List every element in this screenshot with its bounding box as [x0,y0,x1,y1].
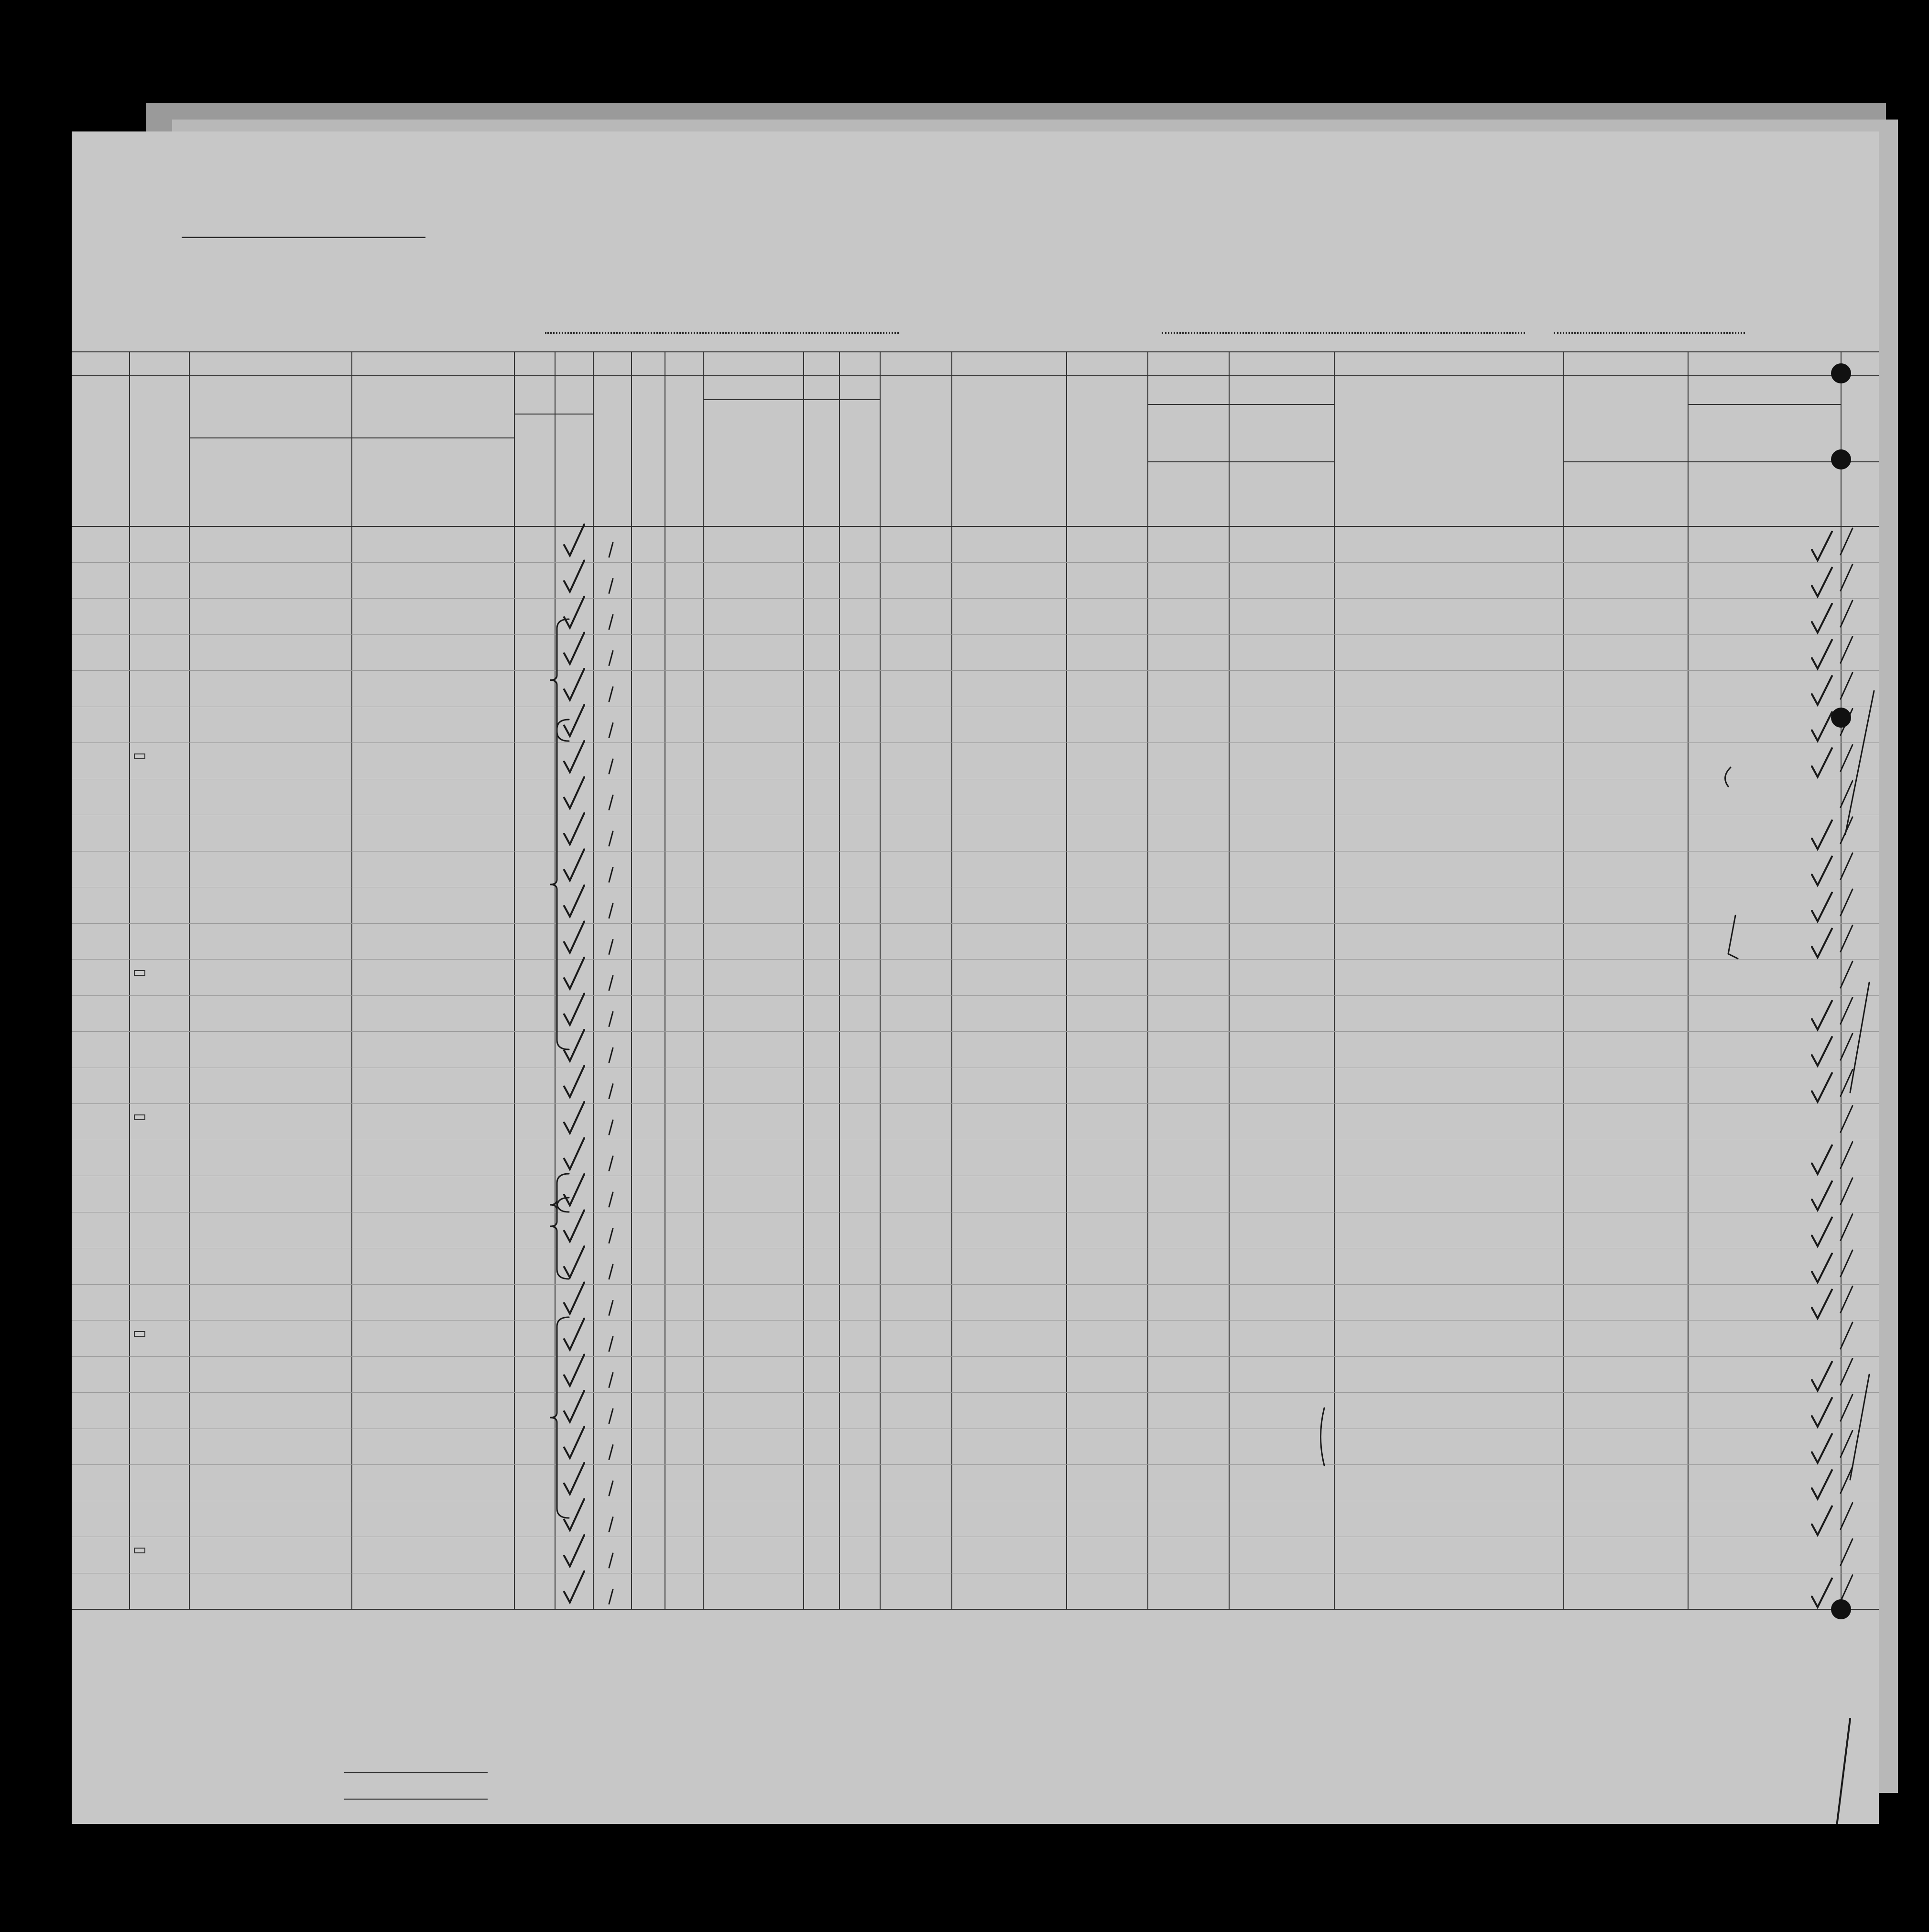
check-mark [1812,604,1832,633]
column-divider [555,351,556,1609]
column-divider [951,351,952,1609]
row-divider [72,634,1879,635]
check-mark [1841,1503,1853,1529]
check-mark [1841,1250,1853,1277]
table-top-border [72,351,1879,352]
list-underline [182,237,425,238]
check-mark [609,1590,613,1604]
check-mark [1841,1539,1853,1565]
column-divider [1066,351,1067,1609]
check-mark [609,723,613,738]
subheader-divider [514,414,593,415]
check-mark [609,976,613,990]
row-divider [72,1103,1879,1104]
subheader-divider [1147,461,1334,462]
check-mark [564,885,584,917]
handwritten-marks [72,131,1879,1824]
check-mark [609,1120,613,1135]
check-mark [1812,532,1832,560]
subheader-divider [703,399,880,400]
check-mark [1841,1395,1853,1421]
check-mark [609,1337,613,1351]
check-mark [609,1157,613,1171]
check-mark [609,759,613,774]
port-underline [1162,332,1525,334]
check-mark [1812,748,1832,777]
check-mark [609,868,613,882]
column-divider [1688,351,1689,1609]
check-mark [609,831,613,846]
check-mark [609,651,613,666]
check-mark [550,1174,569,1279]
check-mark [1812,820,1832,849]
check-mark [1812,1434,1832,1463]
check-mark [1841,1142,1853,1168]
check-mark [1841,1322,1853,1349]
column-divider [1334,351,1335,1609]
check-mark [609,1229,613,1243]
head-tax-stamp-citizen [134,970,145,976]
check-mark [564,777,584,808]
binder-hole [1831,1599,1851,1619]
check-mark [564,813,584,844]
check-mark [1812,1290,1832,1319]
check-mark [1841,1034,1853,1060]
row-divider [72,923,1879,924]
check-mark [550,1198,569,1212]
column-divider [803,351,804,1609]
check-mark [609,1481,613,1495]
head-tax-stamp-citizen [134,1114,145,1120]
row-divider [72,1031,1879,1032]
check-mark [1841,961,1853,988]
check-mark [609,1373,613,1387]
column-divider [351,351,352,1609]
check-mark [1812,1146,1832,1174]
check-mark [1841,1178,1853,1204]
column-divider [880,351,881,1609]
column-divider [1229,351,1230,1609]
check-mark [564,561,584,592]
check-mark [564,705,584,736]
check-mark [564,1391,584,1422]
head-tax-stamp-citizen [134,753,145,759]
check-mark [1812,1470,1832,1499]
check-mark [1841,1359,1853,1385]
check-mark [609,1192,613,1207]
check-mark [609,904,613,918]
check-mark [564,1427,584,1458]
row-divider [72,1392,1879,1393]
column-number-divider [72,375,1879,376]
check-mark [564,1211,584,1242]
check-mark [609,1265,613,1279]
check-mark [1841,781,1853,808]
check-mark [564,994,584,1025]
check-mark [564,1572,584,1603]
check-mark [1321,1408,1325,1465]
check-mark [1841,1287,1853,1313]
check-mark [609,543,613,557]
column-divider [1563,351,1564,1609]
check-mark [1812,1073,1832,1102]
check-mark [609,615,613,629]
check-mark [609,579,613,593]
check-mark [564,1246,584,1277]
check-mark [1841,1070,1853,1096]
check-mark [564,850,584,881]
check-mark [609,1409,613,1423]
header-bottom-border [72,526,1879,527]
row-divider [72,1464,1879,1465]
check-mark [1812,1579,1832,1607]
ship-underline [545,332,899,334]
check-mark [1841,637,1853,663]
subheader-divider [189,437,514,438]
check-mark [564,1030,584,1061]
check-mark [1841,853,1853,880]
check-mark [1812,1037,1832,1066]
column-divider [189,351,190,1609]
check-mark [1812,1001,1832,1030]
check-mark [1841,565,1853,591]
row-divider [72,598,1879,599]
table-bottom-border [72,1609,1879,1610]
check-mark [564,1535,584,1566]
check-mark [1812,929,1832,958]
row-divider [72,742,1879,743]
total-underline [344,1772,488,1773]
check-mark [1841,745,1853,771]
check-mark [1812,1362,1832,1391]
check-mark [564,1319,584,1350]
check-mark [564,1174,584,1205]
check-mark [564,1138,584,1169]
check-mark [564,1066,584,1097]
check-mark [609,1553,613,1568]
row-divider [72,959,1879,960]
check-mark [1841,600,1853,627]
check-mark [564,1102,584,1133]
citizens-underline [344,1799,488,1800]
check-mark [1812,640,1832,669]
column-divider [129,351,130,1609]
subheader-divider [1688,404,1841,405]
row-divider [72,1356,1879,1357]
check-mark [609,1445,613,1460]
check-mark [564,1463,584,1494]
check-mark [1812,857,1832,885]
check-mark [1812,676,1832,705]
check-mark [1841,673,1853,699]
check-mark [1812,568,1832,597]
check-mark [1850,1375,1869,1480]
check-mark [550,619,569,741]
check-mark [550,720,569,1049]
row-divider [72,1284,1879,1285]
column-divider [703,351,704,1609]
head-tax-stamp-citizen [134,1331,145,1337]
manifest-sheet [72,131,1879,1824]
check-mark [609,1517,613,1532]
check-mark [1841,889,1853,916]
check-mark [1841,1467,1853,1493]
check-mark [1812,893,1832,921]
check-mark [564,524,584,556]
check-mark [564,1355,584,1386]
check-mark [564,958,584,989]
check-mark [609,1012,613,1026]
check-mark [609,796,613,810]
check-mark [609,1048,613,1062]
check-mark [609,940,613,954]
check-mark [564,1283,584,1314]
row-divider [72,562,1879,563]
column-divider [1841,351,1842,1609]
column-divider [1147,351,1148,1609]
check-mark [1841,1431,1853,1457]
check-mark [1812,1506,1832,1535]
check-mark [1812,712,1832,741]
check-mark [1841,528,1853,555]
year-underline [1554,332,1745,334]
check-mark [609,1301,613,1315]
check-mark [564,633,584,664]
check-mark [1812,1181,1832,1210]
check-mark [564,1499,584,1530]
check-mark [564,922,584,953]
check-mark [1812,1218,1832,1246]
check-mark [1725,767,1738,959]
row-divider [72,995,1879,996]
check-mark [1841,1575,1853,1602]
binder-hole [1831,449,1851,469]
column-divider [839,351,840,1609]
check-mark [1812,1398,1832,1427]
check-mark [1841,998,1853,1024]
row-divider [72,1320,1879,1321]
check-mark [1841,1106,1853,1132]
check-mark [1812,1254,1832,1282]
check-mark [1841,817,1853,843]
check-mark [1841,1214,1853,1241]
column-divider [514,351,515,1609]
binder-hole [1831,708,1851,728]
head-tax-stamp-citizen [134,1548,145,1553]
check-mark [1850,982,1869,1092]
check-mark [1833,1719,1850,1824]
check-mark [550,1317,569,1518]
row-divider [72,670,1879,671]
check-mark [609,1084,613,1099]
check-mark [564,741,584,772]
check-mark [1841,926,1853,952]
check-mark [609,687,613,701]
column-divider [593,351,594,1609]
subheader-divider [1147,404,1334,405]
check-mark [564,597,584,628]
column-divider [631,351,632,1609]
binder-hole [1831,363,1851,383]
check-mark [564,669,584,700]
